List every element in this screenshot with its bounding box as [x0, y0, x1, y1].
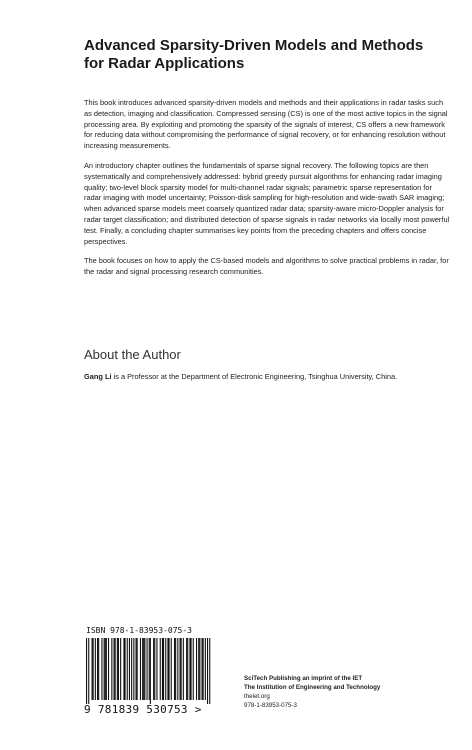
- publisher-institution: The Institution of Engineering and Technology: [244, 684, 381, 691]
- description-paragraph: An introductory chapter outlines the fundamentals of sparse signal recovery. The following topics are then systematically and comprehensively addressed: hybrid greedy pursuit algorithms for enhancing radar imaging quality; two-level block sparsity model for multi-channel radar signals; parametric sparse representation for radar imaging with model uncertainty; Poisson-disk sampling for high-resolution and wide-swath SAR imaging; when advanced sparse models meet coarsely quantized radar data; sparsity-aware micro-Doppler analysis for radar target classification; and distributed detection of sparse signals in radar networks via locally most powerful test. Finally, a concluding chapter summarises key points from the preceding chapters and offers concise perspectives.: [84, 160, 450, 246]
- book-description: [84, 98, 450, 287]
- author-name: Gang Li: [84, 372, 112, 381]
- description-paragraph: The book focuses on how to apply the CS-based models and algorithms to solve practical problems in radar, for the radar and signal processing research communities.: [84, 256, 449, 277]
- about-author-heading: About the Author: [84, 347, 181, 362]
- publisher-info: [244, 674, 454, 710]
- barcode-icon: [84, 638, 212, 704]
- barcode-block: [84, 626, 212, 718]
- isbn-label: ISBN 978-1-83953-075-3: [86, 626, 192, 635]
- author-bio-text: is a Professor at the Department of Electronic Engineering, Tsinghua University, China.: [111, 372, 398, 381]
- author-bio: [84, 372, 454, 382]
- barcode-digits: 9 781839 530753 >: [84, 703, 202, 716]
- publisher-website: theiet.org: [244, 693, 270, 700]
- book-title: Advanced Sparsity-Driven Models and Methods for Radar Applications: [84, 37, 424, 72]
- publisher-isbn: 978-1-83953-075-3: [244, 702, 297, 709]
- publisher-imprint: SciTech Publishing an imprint of the IET: [244, 675, 363, 682]
- description-paragraph: This book introduces advanced sparsity-driven models and methods and their applications in radar tasks such as detection, imaging and classification. Compressed sensing (CS) is one of the most active topics in the signal processing area. By exploiting and promoting the sparsity of the signals of interest, CS offers a new framework for reducing data without compromising the performance of signal recovery, or for enhancing resolution without increasing measurements.: [84, 98, 448, 151]
